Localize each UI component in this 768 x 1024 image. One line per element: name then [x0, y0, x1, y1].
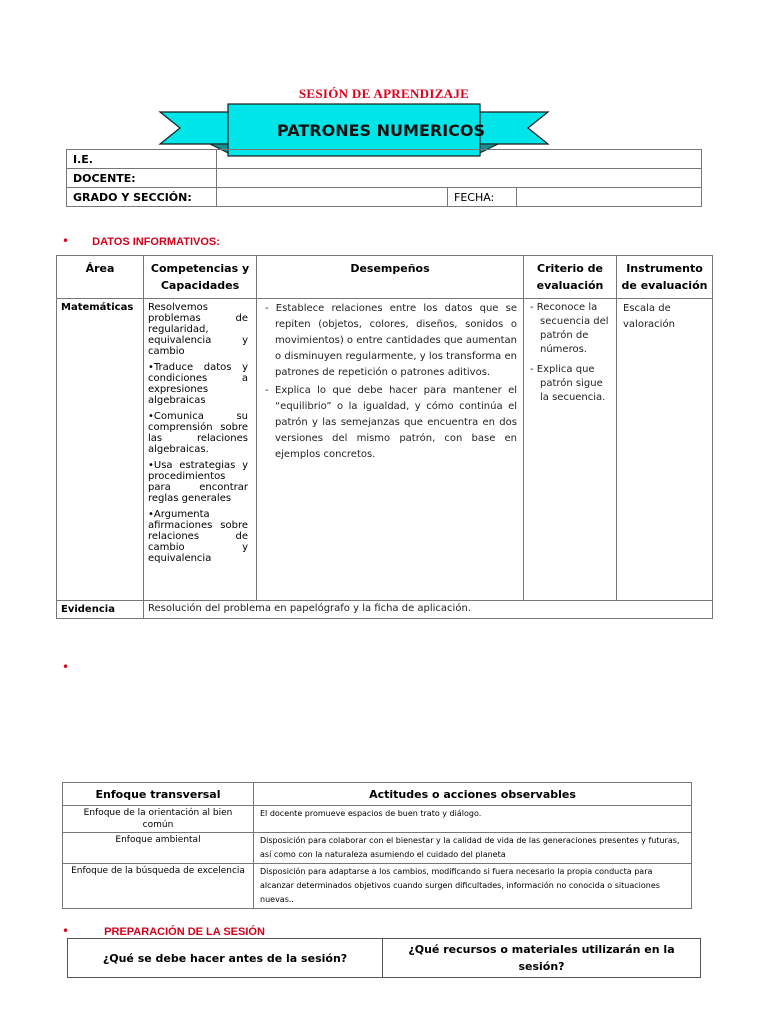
competencia-item: Resolvemos problemas de regularidad, equivalencia y cambio [148, 302, 248, 357]
fecha-label: FECHA: [448, 188, 517, 207]
bullet-icon: • [62, 924, 70, 938]
desempenos-cell [257, 299, 524, 601]
datos-header-row [57, 256, 713, 299]
desempeno-item: - Explica lo que debe hacer para mantener el “equilibrio” o la igualdad, y cómo continúa el patrón y las semejanzas que encuentra en dos versiones del mismo patrón, con base en ejemplos concretos. [265, 385, 517, 460]
enfoque-name: Enfoque ambiental [63, 833, 254, 864]
col-instrumento: Instrumento de evaluación [617, 256, 713, 299]
instrumento-cell: Escala de valoración [617, 299, 713, 601]
banner-title: PATRONES NUMERICOS [276, 121, 486, 140]
preparacion-heading: PREPARACIÓN DE LA SESIÓN [104, 926, 265, 938]
col-recursos: ¿Qué recursos o materiales utilizarán en la sesión? [383, 939, 701, 978]
criterio-item: - Reconoce la secuencia del patrón de números. [530, 302, 609, 355]
competencia-item: •Argumenta afirmaciones sobre relaciones de cambio y equivalencia [148, 509, 248, 564]
col-actitudes: Actitudes o acciones observables [254, 783, 692, 806]
datos-row-matematicas [57, 299, 713, 601]
session-title: SESIÓN DE APRENDIZAJE [298, 86, 470, 101]
enfoque-table [62, 782, 692, 909]
criterio-item: - Explica que patrón sigue la secuencia. [530, 364, 606, 403]
enfoque-row [63, 806, 692, 833]
info-row-docente [67, 169, 702, 188]
docente-value[interactable] [217, 169, 702, 188]
info-row-grado [67, 188, 702, 207]
grado-label: GRADO Y SECCIÓN: [67, 188, 217, 207]
info-table [66, 149, 702, 207]
preparacion-table [67, 938, 701, 978]
empty-bullet-row [62, 656, 69, 675]
preparacion-header-row [68, 939, 701, 978]
col-desempenos: Desempeños [257, 256, 524, 299]
col-enfoque: Enfoque transversal [63, 783, 254, 806]
competencia-item: •Usa estrategias y procedimientos para encontrar reglas generales [148, 460, 248, 504]
competencia-item: •Comunica su comprensión sobre las relaciones algebraicas. [148, 411, 248, 455]
datos-heading-row [62, 230, 220, 249]
evidencia-value: Resolución del problema en papelógrafo y la ficha de aplicación. [144, 601, 713, 619]
enfoque-action: El docente promueve espacios de buen trato y diálogo. [254, 806, 692, 833]
competencias-cell [144, 299, 257, 601]
col-antes-sesion: ¿Qué se debe hacer antes de la sesión? [68, 939, 383, 978]
enfoque-header-row [63, 783, 692, 806]
enfoque-name: Enfoque de la búsqueda de excelencia [63, 864, 254, 909]
criterio-cell [524, 299, 617, 601]
enfoque-row [63, 833, 692, 864]
banner-left-tail [160, 112, 230, 144]
col-area: Área [57, 256, 144, 299]
col-criterio: Criterio de evaluación [524, 256, 617, 299]
area-cell: Matemáticas [57, 299, 144, 601]
ie-value[interactable] [217, 150, 702, 169]
competencia-item: •Traduce datos y condiciones a expresiones algebraicas [148, 362, 248, 406]
fecha-value[interactable] [517, 188, 702, 207]
docente-label: DOCENTE: [67, 169, 217, 188]
preparacion-heading-row [62, 920, 265, 939]
col-competencias: Competencias y Capacidades [144, 256, 257, 299]
enfoque-action: Disposición para colaborar con el bienestar y la calidad de vida de las generaciones presentes y futuras, así como con la naturaleza asumiendo el cuidado del planeta [254, 833, 692, 864]
datos-heading: DATOS INFORMATIVOS: [92, 236, 220, 248]
evidencia-row [57, 601, 713, 619]
enfoque-action: Disposición para adaptarse a los cambios, modificando si fuera necesario la propia conducta para alcanzar determinados objetivos cuando surgen dificultades, información no conocida o situaciones nuevas.. [254, 864, 692, 909]
grado-value[interactable] [217, 188, 448, 207]
ie-label: I.E. [67, 150, 217, 169]
enfoque-name: Enfoque de la orientación al bien común [63, 806, 254, 833]
info-row-ie [67, 150, 702, 169]
bullet-icon: • [62, 234, 70, 248]
bullet-icon: • [62, 660, 70, 674]
datos-table [56, 255, 713, 619]
evidencia-label: Evidencia [57, 601, 144, 619]
enfoque-row [63, 864, 692, 909]
desempeno-item: - Establece relaciones entre los datos que se repiten (objetos, colores, diseños, sonidos o movimientos) o entre cantidades que aumentan o disminuyen regularmente, y los transforma en patrones de repetición o patrones aditivos. [265, 303, 517, 378]
